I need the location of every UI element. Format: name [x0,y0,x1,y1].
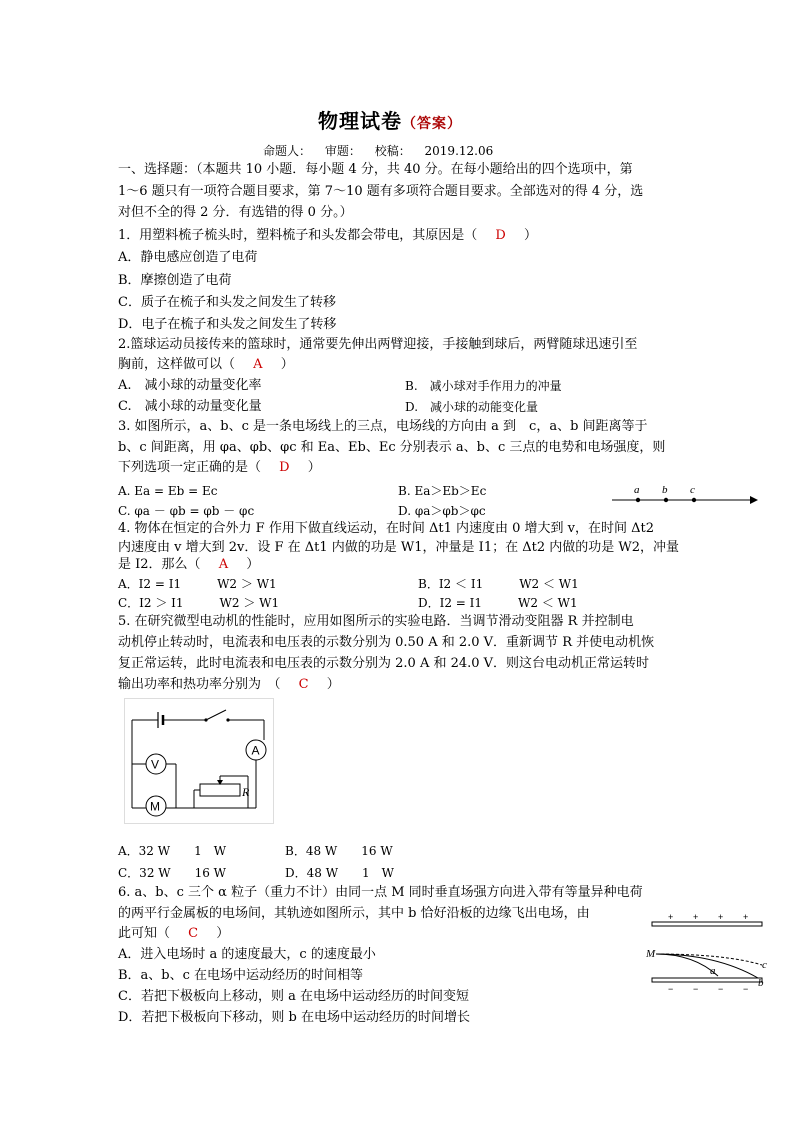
q1-close: ） [524,228,538,243]
voltmeter-label: V [151,757,160,772]
date: 2019.12.06 [424,144,494,158]
q1-stem-text: 1．用塑料梳子梳头时，塑料梳子和头发都会带电，其原因是（ [118,228,478,243]
rheostat-label: R [242,785,250,799]
q6-option-c: C．若把下极板向上移动，则 a 在电场中运动经历的时间变短 [118,989,469,1004]
plus-sign: + [743,912,749,922]
reviewer-label: 审题： [324,144,361,158]
q4-option-b: B．I2 ＜ I1 W2 ＜ W1 [418,577,579,591]
q3-stem-3 [118,459,321,477]
ammeter-label: A [251,743,260,758]
label-a: a [710,965,716,977]
q2-stem-1: 2.篮球运动员接传来的篮球时，通常要先伸出两臂迎接，手接触到球后，两臂随球迅速引至 [118,337,638,352]
q5-option-c: C．32 W 16 W [118,866,227,880]
q2-option-d: D. 减小球的动能变化量 [405,400,539,414]
q5-option-a: A．32 W 1 W [118,844,227,858]
point-a [636,498,640,502]
plus-sign: + [693,912,699,922]
q6-stem-1: 6. a、b、c 三个 α 粒子（重力不计）由同一点 M 同时垂直场强方向进入带有等量异种电荷 [118,885,643,900]
point-b [664,498,668,502]
upper-plate [652,922,762,926]
q6-close: ） [216,926,230,941]
q6-stem-3 [118,925,229,943]
q2-answer: A [253,357,263,372]
q6-option-a: A．进入电场时 a 的速度最大，c 的速度最小 [118,947,376,962]
q2-stem-2-text: 胸前，这样做可以（ [118,357,236,372]
q6-stem-2: 的两平行金属板的电场间，其轨迹如图所示，其中 b 恰好沿板的边缘飞出电场，由 [118,906,590,921]
switch-blade-icon [206,710,226,720]
minus-sign: − [743,984,749,994]
label-b: b [662,484,668,496]
q2-stem-2 [118,356,294,374]
q5-option-b: B．48 W 16 W [285,844,393,858]
q1-option-b: B．摩擦创造了电荷 [118,273,232,288]
section-intro-3: 对但不全的得 2 分．有选错的得 0 分。） [118,205,353,220]
q5-stem-1: 5. 在研究微型电动机的性能时，应用如图所示的实验电路．当调节滑动变阻器 R 并控制电 [118,614,634,629]
section-intro-2: 1～6 题只有一项符合题目要求，第 7～10 题有多项符合题目要求。全部选对的得 4 分，选 [118,184,644,199]
minus-sign: − [718,984,724,994]
section-intro-1: 一、选择题：（本题共 10 小题．每小题 4 分，共 40 分。在每小题给出的四个选项中，第 [118,162,633,177]
q4-option-d: D．I2 = I1 W2 ＜ W1 [418,596,578,610]
q1-stem [118,227,537,245]
meta-line [263,142,503,159]
trajectory-a [656,954,718,976]
title-answer-tag: （答案） [402,116,462,132]
q2-option-a: A. 减小球的动量变化率 [118,378,262,393]
q6-plates-figure [646,910,774,994]
q2-close: ） [280,357,294,372]
q5-stem-2: 动机停止转动时，电流表和电压表的示数分别为 0.50 A 和 2.0 V．重新调节 R 并使电动机恢 [118,635,655,650]
q4-close: ） [246,557,260,572]
q6-stem-3-text: 此可知（ [118,926,171,941]
plus-sign: + [718,912,724,922]
q3-option-d: D. φa＞φb＞φc [398,504,486,518]
title-text: 物理试卷 [318,109,402,133]
q1-option-a: A．静电感应创造了电荷 [118,250,258,265]
q5-circuit-figure [124,698,274,824]
q1-answer: D [495,228,506,243]
q4-stem-3 [118,556,259,574]
q5-stem-3: 复正常运转，此时电流表和电压表的示数分别为 2.0 A 和 24.0 V．则这台电动机正常运转时 [118,656,650,671]
q5-answer: C [298,677,309,692]
q3-option-b: B. Ea＞Eb＞Ec [398,484,487,498]
q2-option-b: B. 减小球对手作用力的冲量 [405,379,562,393]
label-c: c [690,484,695,496]
q2-option-c: C. 减小球的动量变化量 [118,399,262,414]
q3-option-c: C. φa － φb = φb － φc [118,504,255,518]
minus-sign: − [668,984,674,994]
proofreader-label: 校稿： [374,144,411,158]
q5-stem-4 [118,676,340,694]
q1-option-c: C．质子在梳子和头发之间发生了转移 [118,295,336,310]
q5-stem-4-text: 输出功率和热功率分别为 （ [118,677,281,692]
author-label: 命题人： [263,144,312,158]
q4-answer: A [218,557,229,572]
q6-answer: C [188,926,199,941]
q3-stem-1: 3. 如图所示，a、b、c 是一条电场线上的三点，电场线的方向由 a 到 c，a、b 间距离等于 [118,419,648,434]
q4-option-c: C．I2 ＞ I1 W2 ＞ W1 [118,596,280,610]
q3-stem-3-text: 下列选项一定正确的是（ [118,460,262,475]
q5-close: ） [326,677,340,692]
lower-plate [652,978,762,982]
page-title [318,105,462,134]
q6-option-b: B．a、b、c 在电场中运动经历的时间相等 [118,968,364,983]
q4-stem-1: 4. 物体在恒定的合外力 F 作用下做直线运动，在时间 Δt1 内速度由 0 增大到 v，在时间 Δt2 [118,521,654,536]
label-a: a [634,484,640,496]
motor-label: M [150,799,160,814]
q1-option-d: D．电子在梳子和头发之间发生了转移 [118,317,337,332]
plus-sign: + [668,912,674,922]
rheostat-icon [200,784,240,796]
trajectory-b [656,954,758,978]
label-c: c [762,959,767,971]
q4-stem-2: 内速度由 v 增大到 2v．设 F 在 Δt1 内做的功是 W1，冲量是 I1；在 Δt2 内做的功是 W2，冲量 [118,540,680,555]
q3-answer: D [279,460,290,475]
q4-stem-3-text: 是 I2．那么（ [118,557,201,572]
q5-option-d: D．48 W 1 W [285,866,395,880]
point-M-label: M [646,948,656,960]
minus-sign: − [693,984,699,994]
q3-close: ） [307,460,321,475]
field-arrow-icon [750,496,758,504]
q3-stem-2: b、c 间距离，用 φa、φb、φc 和 Ea、Eb、Ec 分别表示 a、b、c 三点的电势和电场强度，则 [118,440,666,455]
q4-option-a: A．I2 = I1 W2 ＞ W1 [118,577,277,591]
point-c [692,498,696,502]
label-b: b [758,977,764,989]
q3-option-a: A. Ea = Eb = Ec [118,484,218,498]
q6-option-d: D．若把下极板向下移动，则 b 在电场中运动经历的时间增长 [118,1010,471,1025]
q3-field-line-figure [610,482,760,512]
